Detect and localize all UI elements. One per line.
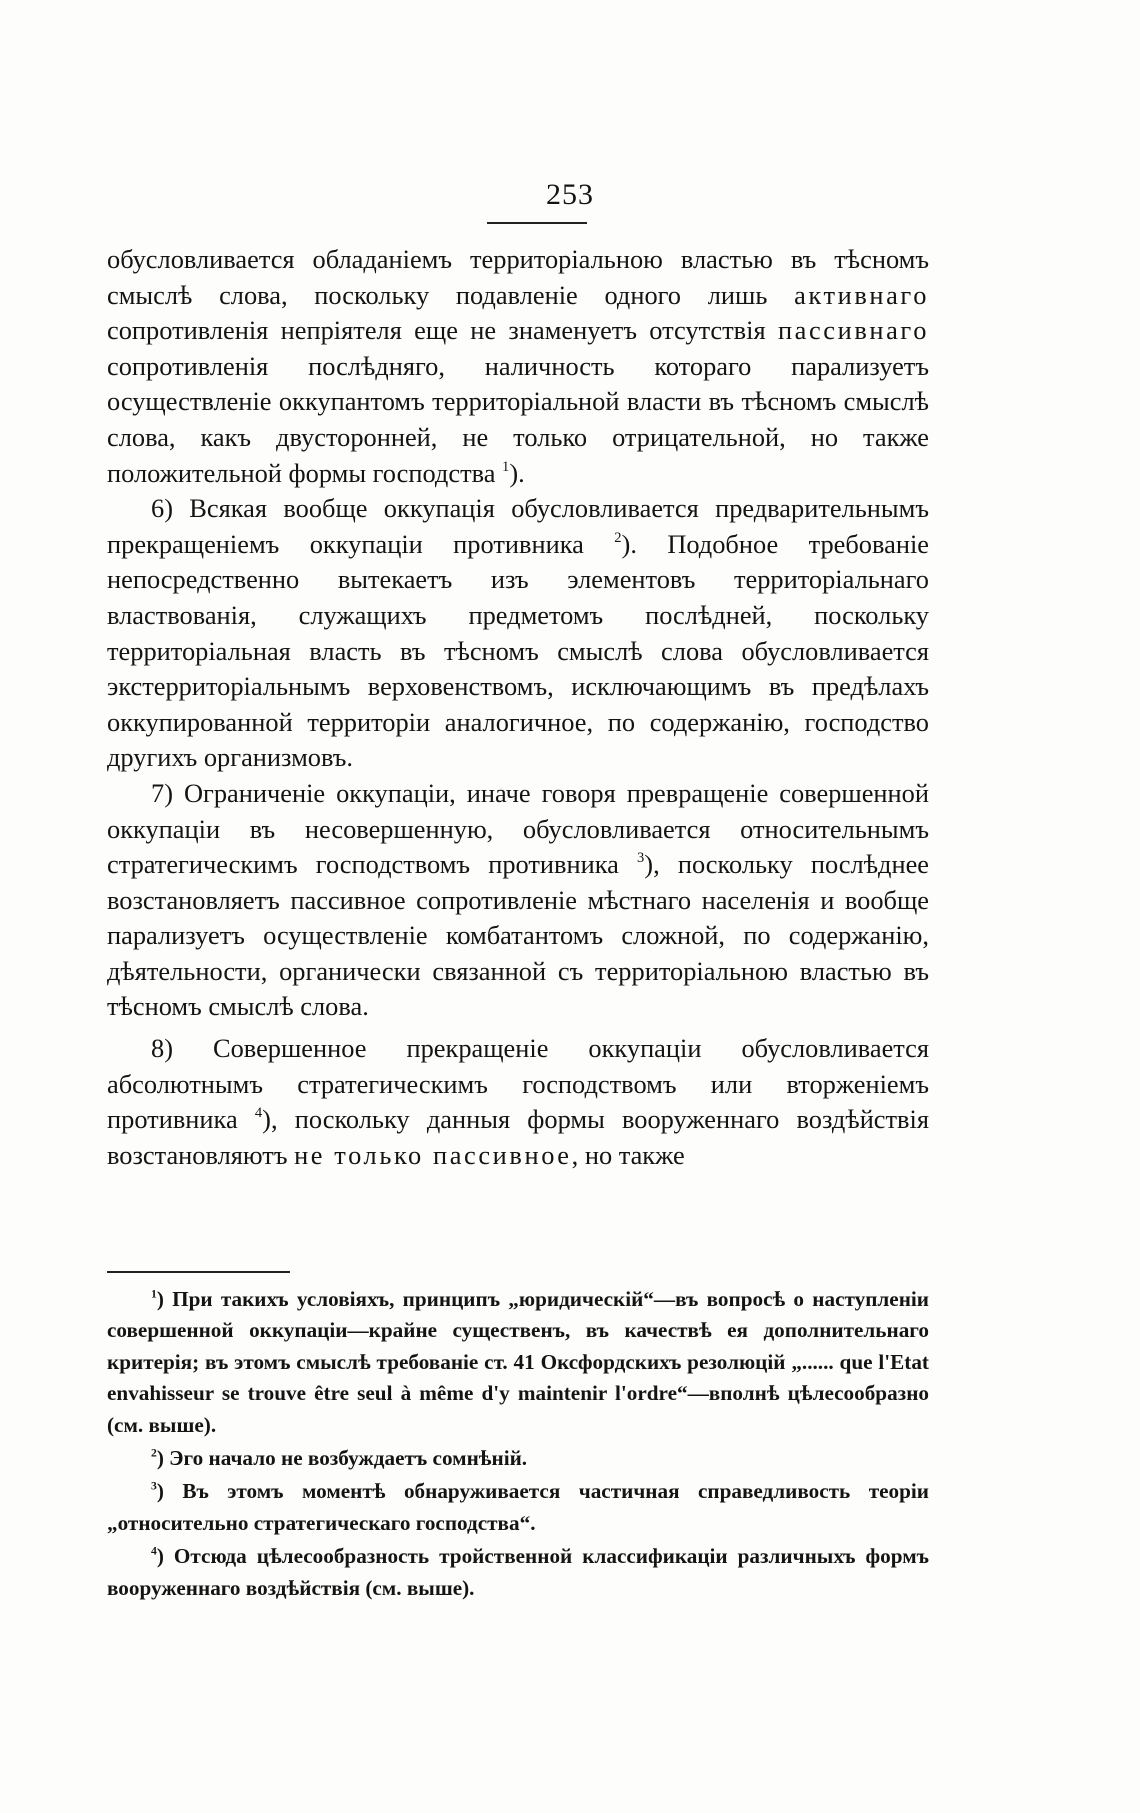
paragraph-text: 8) Совершенное прекращеніе оккупаціи обусловливается абсолютнымъ стратегическимъ господствомъ или вторженіемъ противника	[107, 1033, 929, 1135]
footnote-3	[107, 1476, 929, 1539]
footnote-text: ) Отсюда цѣлесообразность тройственной классификаціи различныхъ формъ вооруженнаго воздѣйствія (см. выше).	[107, 1544, 929, 1600]
footnote-4	[107, 1541, 929, 1604]
footnote-text: ) Въ этомъ моментѣ обнаруживается частичная справедливость теоріи „относительно стратегическаго господства“.	[107, 1479, 929, 1535]
paragraph-text: сопротивленія послѣдняго, наличность котораго парализуетъ осуществленіе оккупантомъ территоріальной власти въ тѣсномъ смыслѣ слова, какъ двусторонней, не только отрицательной, но также положительной формы господства	[107, 350, 929, 488]
paragraph-text: 7) Ограниченіе оккупаціи, иначе говоря превращеніе совершенной оккупаціи въ несовершенную, обусловливается относительнымъ стратегическимъ господствомъ противника	[107, 777, 929, 880]
footnote-2	[107, 1443, 929, 1474]
footnote-1	[107, 1284, 929, 1441]
footnote-separator	[107, 1271, 290, 1273]
spaced-emphasis: пассивнаго	[777, 315, 929, 346]
main-text	[107, 242, 929, 1173]
footnotes	[107, 1284, 929, 1604]
paragraph-text: обусловливается обладаніемъ территоріальною властью въ тѣсномъ смыслѣ слова, поскольку подавленіе одного лишь	[107, 244, 929, 310]
footnote-text: ) Эго начало не возбуждаетъ сомнѣній.	[156, 1446, 528, 1471]
page-number-rule	[487, 222, 587, 224]
paragraph-1	[107, 242, 929, 491]
paragraph-text: , но также	[571, 1139, 685, 1170]
paragraph-text: ), поскольку послѣднее возстановляетъ пассивное сопротивленіе мѣстнаго населенія и вообще парализуетъ осуществленіе комбатантомъ сложной, по содержанію, дѣятельности, органически связанной съ территоріальною властью въ тѣсномъ смыслѣ слова.	[107, 849, 929, 1022]
footnote-text: ) При такихъ условіяхъ, принципъ „юридическій“—въ вопросѣ о наступленіи совершенной оккупаціи—крайне существенъ, въ качествѣ ея дополнительнаго критерія; въ этомъ смыслѣ требованіе ст. 41 Оксфордскихъ резолюцій „...... que l'Etat envahisseur se trouve être seul à même d'y maintenir l'ordre“—вполнѣ цѣлесообразно (см. выше).	[107, 1287, 929, 1437]
paragraph-text: ).	[509, 457, 525, 488]
footnote-marker: 2	[151, 1446, 157, 1460]
footnote-marker: 4	[151, 1544, 157, 1558]
footnote-marker: 1	[151, 1287, 157, 1301]
paragraph-text: ). Подобное требованіе непосредственно вытекаетъ изъ элементовъ территоріальнаго властвованія, служащихъ предметомъ послѣдней, поскольку территоріальная власть въ тѣсномъ смыслѣ слова обусловливается экстерриторіальнымъ верховенствомъ, исключающимъ въ предѣлахъ оккупированной территоріи аналогичное, по содержанію, господство другихъ организмовъ.	[107, 528, 929, 773]
page-number: 253	[546, 178, 594, 211]
footnote-ref-3[interactable]: 3	[637, 850, 645, 867]
footnote-ref-4[interactable]: 4	[254, 1105, 263, 1122]
paragraph-2	[107, 491, 929, 776]
spaced-emphasis: не только пассивное	[294, 1139, 572, 1170]
footnote-marker: 3	[151, 1479, 157, 1493]
spaced-emphasis: активнаго	[794, 279, 929, 310]
paragraph-text: 6) Всякая вообще оккупація обусловливается предварительнымъ прекращеніемъ оккупаціи противника	[107, 493, 929, 559]
paragraph-text: сопротивленія непріятеля еще не знаменуетъ отсутствія	[107, 315, 778, 346]
paragraph-3	[107, 776, 929, 1025]
footnote-ref-2[interactable]: 2	[614, 529, 622, 546]
paragraph-4	[107, 1031, 929, 1173]
footnote-ref-1[interactable]: 1	[502, 458, 510, 475]
paragraph-text: ), поскольку данныя формы вооруженнаго воздѣйствія возстановляютъ	[107, 1104, 929, 1170]
